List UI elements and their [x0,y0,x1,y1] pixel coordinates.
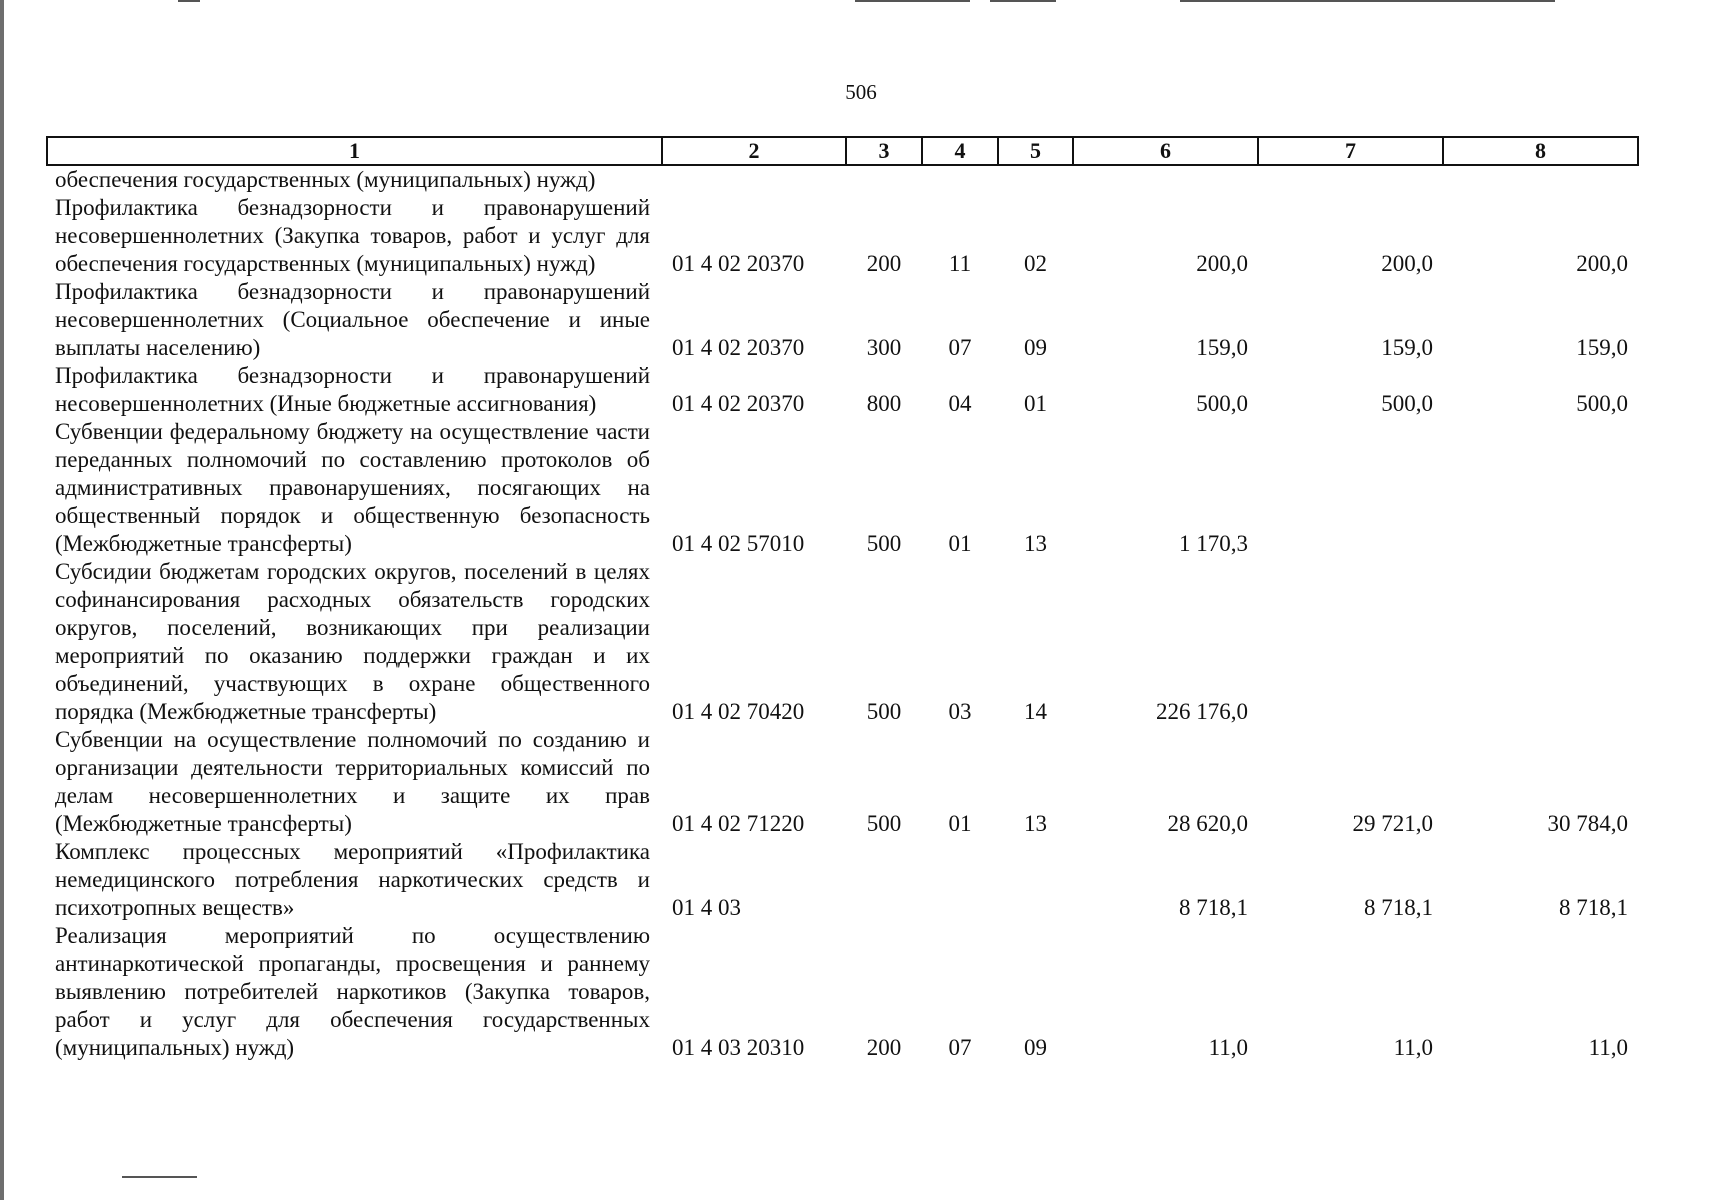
row-col6: 200,0 [1196,251,1248,276]
row-code [662,165,846,194]
column-header-2: 2 [662,137,846,165]
scan-top-mark [1180,0,1555,2]
row-code: 01 4 02 71220 [672,811,805,836]
column-header-8: 8 [1443,137,1638,165]
row-col7 [1258,165,1443,194]
column-header-7: 7 [1258,137,1443,165]
scan-top-mark [178,0,200,2]
row-col4 [922,838,998,922]
row-col3: 500 [866,699,902,724]
row-code: 01 4 02 70420 [672,699,805,724]
row-col7 [1258,558,1443,726]
row-col3 [846,838,922,922]
scan-bottom-mark [122,1176,197,1178]
row-col3: 300 [866,335,902,360]
row-name: Субвенции на осуществление полномочий по созданию и организации деятельности территориальных комиссий по делам несовершеннолетних и защите их прав (Межбюджетные трансферты) [55,727,650,836]
row-col6: 226 176,0 [1156,699,1248,724]
row-col8: 159,0 [1576,335,1628,360]
row-col6: 8 718,1 [1179,895,1248,920]
row-col5 [998,165,1073,194]
column-header-6: 6 [1073,137,1258,165]
row-code: 01 4 02 57010 [672,531,805,556]
row-col3 [846,165,922,194]
column-header-1: 1 [47,137,662,165]
row-name: Профилактика безнадзорности и правонарушений несовершеннолетних (Закупка товаров, работ и услуг для обеспечения государственных (муниципальных) нужд) [55,195,650,276]
row-col4: 11 [948,251,972,276]
row-col6: 159,0 [1196,335,1248,360]
table-row [47,418,1638,558]
row-col4: 07 [948,1035,972,1060]
row-col7: 8 718,1 [1364,895,1433,920]
row-col5: 01 [1024,391,1047,416]
row-code: 01 4 03 20310 [672,1035,805,1060]
table-row [47,922,1638,1062]
row-col5: 02 [1024,251,1047,276]
row-col4: 03 [948,699,972,724]
row-name: Реализация мероприятий по осуществлению антинаркотической пропаганды, просвещения и раннему выявлению потребителей наркотиков (Закупка товаров, работ и услуг для обеспечения государственных (муниципальных) нужд) [55,923,650,1060]
row-col4 [922,165,998,194]
row-col8: 11,0 [1588,1035,1628,1060]
table-row [47,165,1638,194]
row-col5 [998,838,1073,922]
row-name: Субсидии бюджетам городских округов, поселений в целях софинансирования расходных обязательств городских округов, поселений, возникающих при реализации мероприятий по оказанию поддержки граждан и их объединений, участвующих в охране общественного порядка (Межбюджетные трансферты) [55,559,650,724]
row-col5: 14 [1024,699,1047,724]
row-col8: 8 718,1 [1559,895,1628,920]
table-row [47,558,1638,726]
row-col7: 11,0 [1393,1035,1433,1060]
page-number: 506 [845,80,877,104]
header-row [47,137,1638,165]
row-name: Субвенции федеральному бюджету на осуществление части переданных полномочий по составлению протоколов об административных правонарушениях, посягающих на общественный порядок и общественную безопасность (Межбюджетные трансферты) [55,419,650,556]
row-col3: 800 [866,391,902,416]
row-col3: 200 [866,1035,902,1060]
row-col6: 28 620,0 [1167,811,1248,836]
scan-top-mark [855,0,970,2]
row-col7: 29 721,0 [1352,811,1433,836]
scan-top-mark [990,0,1056,2]
row-col8 [1443,418,1638,558]
row-name: Профилактика безнадзорности и правонарушений несовершеннолетних (Социальное обеспечение и иные выплаты населению) [55,279,650,360]
row-col8 [1443,558,1638,726]
row-col3: 500 [866,531,902,556]
budget-table [46,136,1639,1062]
scan-edge [0,0,4,1200]
row-code: 01 4 03 [672,895,741,920]
row-name: обеспечения государственных (муниципальных) нужд) [55,167,596,192]
column-header-4: 4 [922,137,998,165]
row-col8: 200,0 [1576,251,1628,276]
table-row [47,726,1638,838]
row-col7: 200,0 [1381,251,1433,276]
row-code: 01 4 02 20370 [672,335,805,360]
row-col4: 07 [948,335,972,360]
row-col3: 500 [866,811,902,836]
table-row [47,278,1638,362]
row-code: 01 4 02 20370 [672,391,805,416]
row-col7: 500,0 [1381,391,1433,416]
row-col8 [1443,165,1638,194]
column-header-5: 5 [998,137,1073,165]
row-name: Профилактика безнадзорности и правонарушений несовершеннолетних (Иные бюджетные ассигнования) [55,363,650,416]
row-col7: 159,0 [1381,335,1433,360]
row-col8: 30 784,0 [1547,811,1628,836]
row-col4: 01 [948,811,972,836]
row-col6 [1073,165,1258,194]
row-col6: 500,0 [1196,391,1248,416]
row-col5: 09 [1024,1035,1047,1060]
row-col6: 1 170,3 [1179,531,1248,556]
row-col5: 09 [1024,335,1047,360]
row-col7 [1258,418,1443,558]
table-row [47,362,1638,418]
row-name: Комплекс процессных мероприятий «Профилактика немедицинского потребления наркотических средств и психотропных веществ» [55,839,650,920]
column-header-3: 3 [846,137,922,165]
row-col5: 13 [1024,531,1047,556]
row-col5: 13 [1024,811,1047,836]
table-row [47,838,1638,922]
row-col8: 500,0 [1576,391,1628,416]
table-row [47,194,1638,278]
row-col4: 01 [948,531,972,556]
row-col3: 200 [866,251,902,276]
row-col6: 11,0 [1208,1035,1248,1060]
row-code: 01 4 02 20370 [672,251,805,276]
row-col4: 04 [948,391,972,416]
